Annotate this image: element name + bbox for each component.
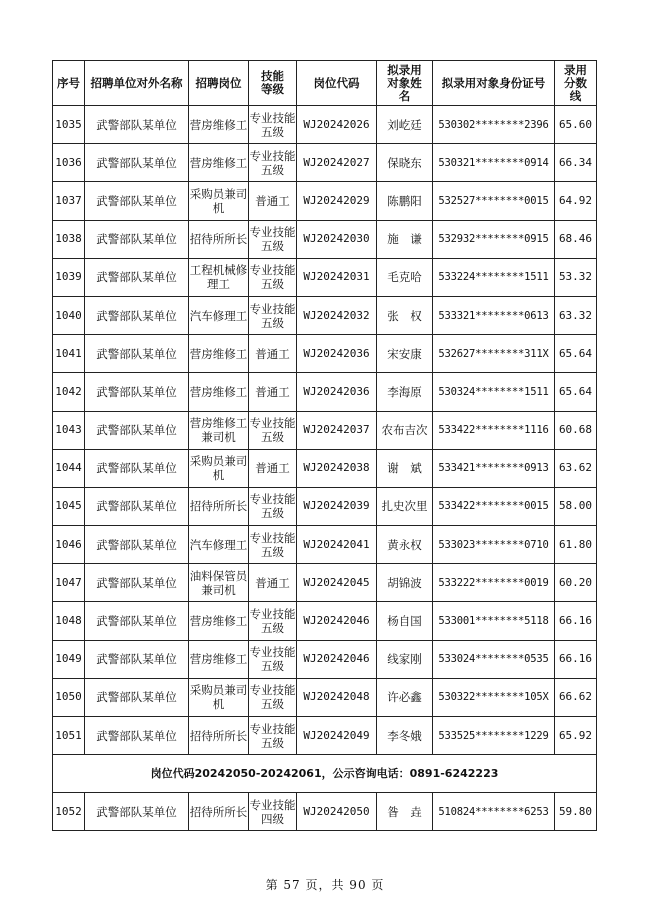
cell-score: 59.80 <box>555 793 597 831</box>
table-row <box>53 678 597 716</box>
cell-position: 招待所所长 <box>189 717 249 755</box>
cell-id: 533421********0913 <box>433 449 555 487</box>
cell-unit: 武警部队某单位 <box>85 144 189 182</box>
cell-seq: 1047 <box>53 564 85 602</box>
cell-unit: 武警部队某单位 <box>85 449 189 487</box>
table-row <box>53 793 597 831</box>
cell-id: 532932********0915 <box>433 220 555 258</box>
cell-name: 李冬娥 <box>377 717 433 755</box>
table-row <box>53 373 597 411</box>
cell-skill: 专业技能四级 <box>249 793 297 831</box>
cell-position: 营房维修工 <box>189 373 249 411</box>
cell-skill: 普通工 <box>249 564 297 602</box>
cell-code: WJ20242039 <box>297 487 377 525</box>
cell-unit: 武警部队某单位 <box>85 640 189 678</box>
cell-seq: 1045 <box>53 487 85 525</box>
cell-name: 扎史次里 <box>377 487 433 525</box>
cell-unit: 武警部队某单位 <box>85 602 189 640</box>
cell-seq: 1035 <box>53 106 85 144</box>
cell-score: 65.92 <box>555 717 597 755</box>
cell-code: WJ20242029 <box>297 182 377 220</box>
table-row <box>53 602 597 640</box>
cell-id: 533222********0019 <box>433 564 555 602</box>
cell-seq: 1041 <box>53 335 85 373</box>
results-table <box>52 60 597 831</box>
cell-unit: 武警部队某单位 <box>85 220 189 258</box>
cell-position: 汽车修理工 <box>189 526 249 564</box>
header-row <box>53 61 597 106</box>
table-row <box>53 335 597 373</box>
cell-name: 昝 垚 <box>377 793 433 831</box>
cell-seq: 1050 <box>53 678 85 716</box>
cell-skill: 专业技能五级 <box>249 526 297 564</box>
cell-score: 60.20 <box>555 564 597 602</box>
header-name: 拟录用对象姓名 <box>377 61 433 106</box>
cell-id: 533023********0710 <box>433 526 555 564</box>
cell-seq: 1036 <box>53 144 85 182</box>
cell-position: 汽车修理工 <box>189 296 249 334</box>
cell-id: 530322********105X <box>433 678 555 716</box>
cell-position: 营房维修工 <box>189 144 249 182</box>
cell-score: 58.00 <box>555 487 597 525</box>
cell-skill: 专业技能五级 <box>249 296 297 334</box>
cell-unit: 武警部队某单位 <box>85 487 189 525</box>
cell-skill: 普通工 <box>249 335 297 373</box>
table-row <box>53 526 597 564</box>
cell-code: WJ20242045 <box>297 564 377 602</box>
table-row <box>53 106 597 144</box>
cell-code: WJ20242050 <box>297 793 377 831</box>
cell-code: WJ20242038 <box>297 449 377 487</box>
cell-unit: 武警部队某单位 <box>85 793 189 831</box>
table-row <box>53 717 597 755</box>
cell-name: 杨自国 <box>377 602 433 640</box>
cell-seq: 1043 <box>53 411 85 449</box>
cell-position: 营房维修工 <box>189 106 249 144</box>
cell-seq: 1049 <box>53 640 85 678</box>
cell-code: WJ20242048 <box>297 678 377 716</box>
cell-id: 533525********1229 <box>433 717 555 755</box>
cell-score: 63.62 <box>555 449 597 487</box>
cell-score: 66.62 <box>555 678 597 716</box>
cell-name: 李海原 <box>377 373 433 411</box>
cell-position: 招待所所长 <box>189 793 249 831</box>
cell-position: 采购员兼司机 <box>189 182 249 220</box>
cell-seq: 1042 <box>53 373 85 411</box>
notice-row <box>53 755 597 793</box>
cell-skill: 专业技能五级 <box>249 640 297 678</box>
cell-code: WJ20242036 <box>297 335 377 373</box>
cell-unit: 武警部队某单位 <box>85 678 189 716</box>
cell-name: 黄永权 <box>377 526 433 564</box>
cell-position: 营房维修工 <box>189 335 249 373</box>
cell-unit: 武警部队某单位 <box>85 526 189 564</box>
cell-code: WJ20242030 <box>297 220 377 258</box>
cell-name: 胡锦波 <box>377 564 433 602</box>
cell-unit: 武警部队某单位 <box>85 258 189 296</box>
cell-name: 施 谦 <box>377 220 433 258</box>
cell-skill: 专业技能五级 <box>249 144 297 182</box>
table-row <box>53 487 597 525</box>
cell-id: 533321********0613 <box>433 296 555 334</box>
table-row <box>53 220 597 258</box>
table-row <box>53 640 597 678</box>
cell-id: 533422********1116 <box>433 411 555 449</box>
cell-position: 油料保管员兼司机 <box>189 564 249 602</box>
cell-score: 66.16 <box>555 602 597 640</box>
cell-code: WJ20242036 <box>297 373 377 411</box>
cell-position: 营房维修工 <box>189 602 249 640</box>
cell-name: 陈鹏阳 <box>377 182 433 220</box>
cell-score: 64.92 <box>555 182 597 220</box>
cell-skill: 专业技能五级 <box>249 258 297 296</box>
cell-score: 66.34 <box>555 144 597 182</box>
cell-unit: 武警部队某单位 <box>85 564 189 602</box>
cell-seq: 1048 <box>53 602 85 640</box>
header-skill: 技能等级 <box>249 61 297 106</box>
cell-unit: 武警部队某单位 <box>85 717 189 755</box>
cell-code: WJ20242046 <box>297 640 377 678</box>
cell-unit: 武警部队某单位 <box>85 296 189 334</box>
cell-skill: 专业技能五级 <box>249 678 297 716</box>
cell-skill: 专业技能五级 <box>249 220 297 258</box>
cell-name: 农布吉次 <box>377 411 433 449</box>
cell-name: 线家刚 <box>377 640 433 678</box>
cell-score: 65.64 <box>555 373 597 411</box>
cell-id: 533422********0015 <box>433 487 555 525</box>
cell-code: WJ20242037 <box>297 411 377 449</box>
header-code: 岗位代码 <box>297 61 377 106</box>
cell-seq: 1046 <box>53 526 85 564</box>
cell-id: 532527********0015 <box>433 182 555 220</box>
cell-score: 53.32 <box>555 258 597 296</box>
cell-skill: 专业技能五级 <box>249 487 297 525</box>
cell-score: 65.64 <box>555 335 597 373</box>
cell-id: 533001********5118 <box>433 602 555 640</box>
notice-text: 岗位代码20242050-20242061，公示咨询电话：0891-6242223 <box>53 755 597 793</box>
cell-id: 530321********0914 <box>433 144 555 182</box>
cell-id: 532627********311X <box>433 335 555 373</box>
header-unit: 招聘单位对外名称 <box>85 61 189 106</box>
cell-name: 谢 斌 <box>377 449 433 487</box>
cell-code: WJ20242026 <box>297 106 377 144</box>
cell-seq: 1039 <box>53 258 85 296</box>
cell-id: 533224********1511 <box>433 258 555 296</box>
header-score: 录用分数线 <box>555 61 597 106</box>
header-seq: 序号 <box>53 61 85 106</box>
cell-position: 采购员兼司机 <box>189 449 249 487</box>
table-row <box>53 411 597 449</box>
table-row <box>53 258 597 296</box>
cell-unit: 武警部队某单位 <box>85 182 189 220</box>
cell-name: 许必鑫 <box>377 678 433 716</box>
cell-skill: 普通工 <box>249 449 297 487</box>
table-row <box>53 449 597 487</box>
cell-seq: 1037 <box>53 182 85 220</box>
cell-score: 66.16 <box>555 640 597 678</box>
cell-code: WJ20242032 <box>297 296 377 334</box>
table-row <box>53 564 597 602</box>
cell-unit: 武警部队某单位 <box>85 335 189 373</box>
cell-id: 510824********6253 <box>433 793 555 831</box>
cell-name: 宋安康 <box>377 335 433 373</box>
cell-unit: 武警部队某单位 <box>85 106 189 144</box>
cell-position: 招待所所长 <box>189 487 249 525</box>
table-row <box>53 144 597 182</box>
cell-code: WJ20242049 <box>297 717 377 755</box>
cell-seq: 1040 <box>53 296 85 334</box>
cell-position: 营房维修工兼司机 <box>189 411 249 449</box>
cell-unit: 武警部队某单位 <box>85 411 189 449</box>
table-row <box>53 182 597 220</box>
cell-seq: 1052 <box>53 793 85 831</box>
cell-unit: 武警部队某单位 <box>85 373 189 411</box>
cell-id: 533024********0535 <box>433 640 555 678</box>
cell-score: 61.80 <box>555 526 597 564</box>
header-position: 招聘岗位 <box>189 61 249 106</box>
cell-seq: 1038 <box>53 220 85 258</box>
cell-score: 60.68 <box>555 411 597 449</box>
cell-position: 营房维修工 <box>189 640 249 678</box>
cell-skill: 专业技能五级 <box>249 602 297 640</box>
cell-code: WJ20242031 <box>297 258 377 296</box>
cell-id: 530324********1511 <box>433 373 555 411</box>
cell-position: 招待所所长 <box>189 220 249 258</box>
cell-skill: 普通工 <box>249 373 297 411</box>
cell-name: 毛克哈 <box>377 258 433 296</box>
cell-skill: 专业技能五级 <box>249 106 297 144</box>
cell-position: 工程机械修理工 <box>189 258 249 296</box>
cell-code: WJ20242027 <box>297 144 377 182</box>
cell-id: 530302********2396 <box>433 106 555 144</box>
header-id: 拟录用对象身份证号 <box>433 61 555 106</box>
cell-score: 68.46 <box>555 220 597 258</box>
cell-code: WJ20242046 <box>297 602 377 640</box>
table-row <box>53 296 597 334</box>
cell-code: WJ20242041 <box>297 526 377 564</box>
cell-name: 保晓东 <box>377 144 433 182</box>
cell-name: 刘屹廷 <box>377 106 433 144</box>
cell-position: 采购员兼司机 <box>189 678 249 716</box>
cell-score: 63.32 <box>555 296 597 334</box>
cell-skill: 普通工 <box>249 182 297 220</box>
cell-skill: 专业技能五级 <box>249 411 297 449</box>
page-footer: 第 57 页，共 90 页 <box>265 878 385 892</box>
cell-score: 65.60 <box>555 106 597 144</box>
cell-seq: 1051 <box>53 717 85 755</box>
cell-skill: 专业技能五级 <box>249 717 297 755</box>
cell-name: 张 权 <box>377 296 433 334</box>
cell-seq: 1044 <box>53 449 85 487</box>
